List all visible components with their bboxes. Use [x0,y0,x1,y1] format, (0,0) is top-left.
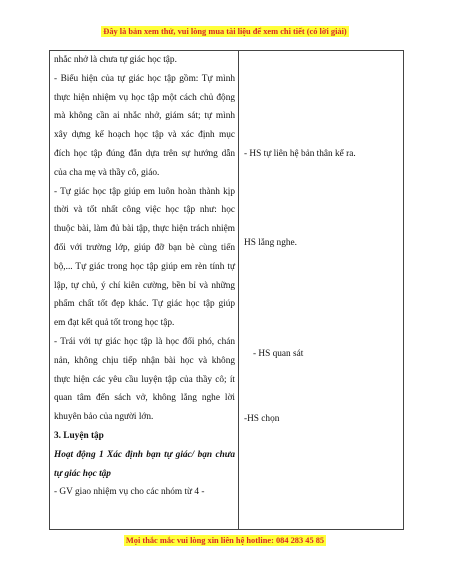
student-note: HS lắng nghe. [244,238,297,248]
section-heading: 3. Luyện tập [54,430,104,441]
preview-notice-banner [0,27,450,36]
student-note: - HS quan sát [253,349,304,359]
activity-heading: Hoạt động 1 Xác định bạn tự giác/ bạn chưa tự giác học tập [54,449,235,479]
teacher-activity-cell [50,51,239,530]
hotline-text: Mọi thắc mắc vui lòng xin liên hệ hotline: 084 283 45 85 [125,536,325,545]
teacher-activity-content [50,51,238,502]
hotline-banner [0,536,450,545]
paragraph: - Biểu hiện của tự giác học tập gồm: Tự mình thực hiện nhiệm vụ học tập một cách chủ động mà không cần ai nhắc nhở, giám sát; tự mình xây dựng kế hoạch học tập và xác định mục đích học tập đúng đắn dựa trên sự hướng dẫn của cha mẹ và thầy cô, giáo. [54,73,235,178]
paragraph: - Tự giác học tập giúp em luôn hoàn thành kịp thời và tốt nhất công việc học tập như: học thuộc bài, làm đủ bài tập, thực hiện trách nhiệm đối với trường lớp, giúp đỡ bạn bè cùng tiến bộ,... Tự giác trong học tập giúp em rèn tính tự lập, tự chủ, ý chí kiên cường, bền bỉ và những phẩm chất tốt đẹp khác. Tự giác học tập giúp em đạt kết quả tốt trong học tập. [54,186,235,329]
preview-notice-text: Đây là bản xem thử, vui lòng mua tài liệu để xem chi tiết (có lời giải) [103,27,347,36]
student-note: - HS tự liên hệ bản thân kể ra. [244,149,356,159]
lesson-table [49,50,404,530]
student-activity-cell [239,51,404,530]
student-note: -HS chọn [244,414,280,424]
paragraph: - GV giao nhiệm vụ cho các nhóm từ 4 - [54,487,205,498]
paragraph: - Trái với tự giác học tập là học đối phó, chán nản, không chịu tiếp nhận bài học và không thực hiện các yêu cầu luyện tập của thầy cô; ít quan tâm đến sách vở, không lắng nghe lời khuyên bảo của người lớn. [54,336,235,423]
paragraph: nhắc nhở là chưa tự giác học tập. [54,55,177,65]
table-row [50,51,404,530]
